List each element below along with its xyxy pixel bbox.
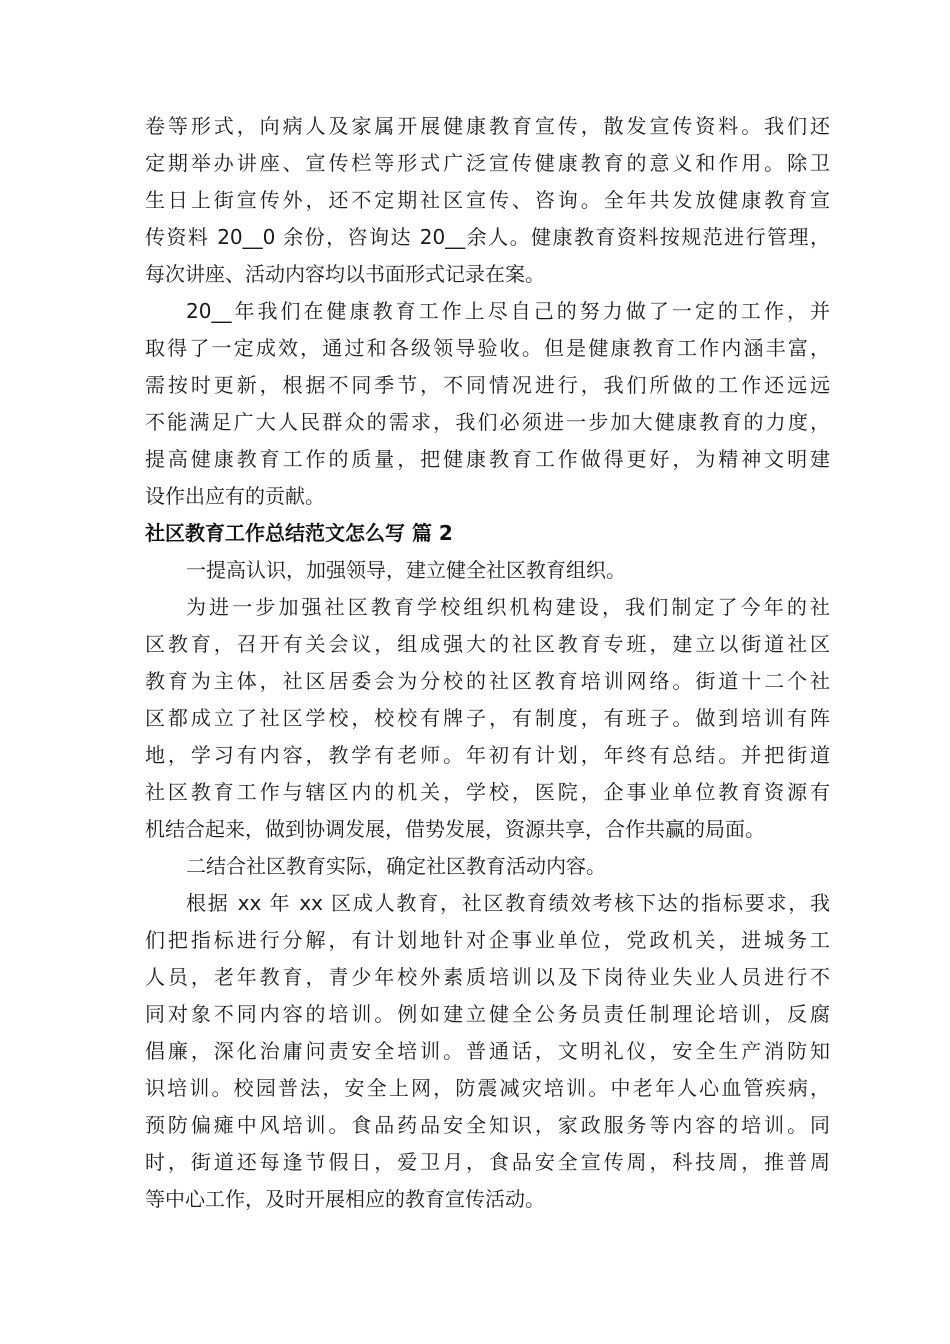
text-line: 人员，老年教育，青少年校外素质培训以及下岗待业失业人员进行不 xyxy=(145,965,830,989)
text-line: 设作出应有的贡献。 xyxy=(145,484,325,508)
text-line: 识培训。校园普法，安全上网，防震减灾培训。中老年人心血管疾病， xyxy=(145,1076,830,1100)
text-line: 需按时更新，根据不同季节，不同情况进行，我们所做的工作还远远 xyxy=(145,373,830,397)
text-line: 一提高认识，加强领导，建立健全社区教育组织。 xyxy=(186,558,626,582)
text-line: 时，街道还每逢节假日，爱卫月，食品安全宣传周，科技周，推普周 xyxy=(145,1150,830,1174)
text-line: 卷等形式，向病人及家属开展健康教育宣传，散发宣传资料。我们还 xyxy=(145,114,830,138)
text-line: 二结合社区教育实际，确定社区教育活动内容。 xyxy=(186,854,606,878)
paragraph-point-two xyxy=(145,848,830,885)
text-line: 倡廉，深化治庸问责安全培训。普通话，文明礼仪，安全生产消防知 xyxy=(145,1039,830,1063)
text-line: 不能满足广大人民群众的需求，我们必须进一步加大健康教育的力度， xyxy=(145,410,830,434)
paragraph-training-content xyxy=(145,885,830,1218)
text-line: 社区教育工作与辖区内的机关，学校，医院，企事业单位教育资源有 xyxy=(145,780,830,804)
text-line: 等中心工作，及时开展相应的教育宣传活动。 xyxy=(145,1187,545,1211)
text-line: 区教育，召开有关会议，组成强大的社区教育专班，建立以街道社区 xyxy=(145,632,830,656)
text-line: 传资料 20__0 余份，咨询达 20__余人。健康教育资料按规范进行管理， xyxy=(145,225,830,249)
text-line: 地，学习有内容，教学有老师。年初有计划，年终有总结。并把街道 xyxy=(145,743,830,767)
text-line: 们把指标进行分解，有计划地针对企事业单位，党政机关，进城务工 xyxy=(145,928,830,952)
text-line: 每次讲座、活动内容均以书面形式记录在案。 xyxy=(145,262,545,286)
paragraph-health-education-promotion xyxy=(145,108,830,293)
text-line: 教育为主体，社区居委会为分校的社区教育培训网络。街道十二个社 xyxy=(145,669,830,693)
text-line: 同对象不同内容的培训。例如建立健全公务员责任制理论培训，反腐 xyxy=(145,1002,830,1026)
text-line: 区都成立了社区学校，校校有牌子，有制度，有班子。做到培训有阵 xyxy=(145,706,830,730)
text-line: 为进一步加强社区教育学校组织机构建设，我们制定了今年的社 xyxy=(186,595,830,619)
paragraph-organization-building xyxy=(145,589,830,848)
text-line: 20__年我们在健康教育工作上尽自己的努力做了一定的工作，并 xyxy=(186,299,830,323)
paragraph-annual-summary xyxy=(145,293,830,515)
text-line: 机结合起来，做到协调发展，借势发展，资源共享，合作共赢的局面。 xyxy=(145,817,765,841)
text-line: 定期举办讲座、宣传栏等形式广泛宣传健康教育的意义和作用。除卫 xyxy=(145,151,830,175)
paragraph-point-one xyxy=(145,552,830,589)
text-line: 取得了一定成效，通过和各级领导验收。但是健康教育工作内涵丰富， xyxy=(145,336,830,360)
section-heading: 社区教育工作总结范文怎么写 篇 2 xyxy=(145,521,453,545)
text-line: 预防偏瘫中风培训。食品药品安全知识，家政服务等内容的培训。同 xyxy=(145,1113,830,1137)
text-line: 根据 xx 年 xx 区成人教育，社区教育绩效考核下达的指标要求，我 xyxy=(186,891,830,915)
text-line: 提高健康教育工作的质量，把健康教育工作做得更好，为精神文明建 xyxy=(145,447,830,471)
text-line: 生日上街宣传外，还不定期社区宣传、咨询。全年共发放健康教育宣 xyxy=(145,188,830,212)
document-page xyxy=(145,108,830,1218)
